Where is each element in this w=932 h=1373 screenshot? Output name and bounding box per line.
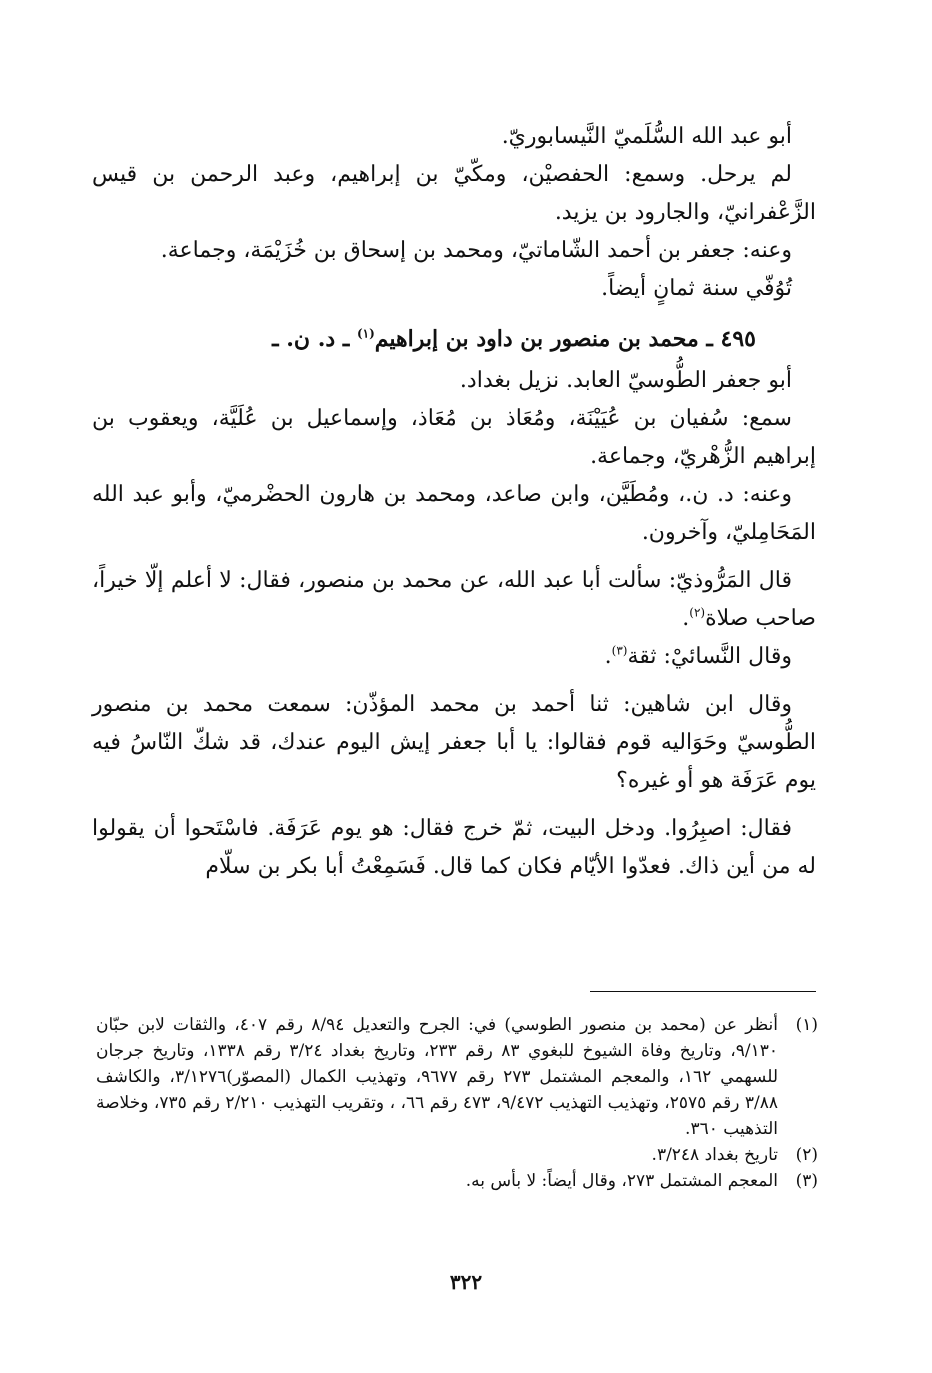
- footnote-text: المعجم المشتمل ٢٧٣، وقال أيضاً: لا بأس به.: [465, 1171, 778, 1191]
- marwazi-end: .: [682, 606, 690, 631]
- kunya-line: أبو جعفر الطُّوسيّ العابد. نزيل بغداد.: [459, 368, 792, 393]
- nisba-line: أبو عبد الله السُّلَميّ النَّيسابوريّ.: [501, 124, 792, 149]
- footnotes-section: [96, 1012, 818, 1194]
- footnote-1: [96, 1012, 818, 1142]
- footnote-ref-3: (٣): [611, 643, 628, 658]
- heard-paragraph: سمع: سُفيان بن عُيَيْنَة، ومُعَاذ بن مُعَاذ، وإسماعيل بن عُلَيَّة، ويعقوب بن إبراهيم الزُّهْريّ، وجماعة.: [92, 406, 816, 469]
- footnote-number: (٢): [795, 1145, 818, 1165]
- main-text-block: [92, 118, 816, 886]
- footnote-ref-1: (١): [356, 326, 375, 341]
- footnote-2: [96, 1142, 818, 1168]
- death-line: تُوُفّي سنة ثمانٍ أيضاً.: [601, 276, 792, 301]
- footnote-text: تاريخ بغداد ٣/٢٤٨.: [651, 1145, 778, 1165]
- footnote-ref-2: (٢): [689, 605, 706, 620]
- arafa-paragraph: فقال: اصبِرُوا. ودخل البيت، ثمّ خرج فقال: هو يوم عَرَفَة. فاسْتَحوا أن يقولوا له من أين ذاك. فعدّوا الأيّام فكان كما قال. فَسَمِعْتُ أبا بكر بن سلّام: [92, 816, 816, 879]
- marwazi-text: قال المَرُّوذيّ: سألت أبا عبد الله، عن محمد بن منصور، فقال: لا أعلم إلّا خيراً، صاحب صلاة: [92, 568, 816, 631]
- travel-paragraph: لم يرحل. وسمع: الحفصيْن، ومكّيّ بن إبراهيم، وعبد الرحمن بن قيس الزَّعْفرانيّ، والجارود بن يزيد.: [92, 162, 816, 225]
- footnote-3: [96, 1168, 818, 1194]
- footnote-text: أنظر عن (محمد بن منصور الطوسي) في: الجرح والتعديل ٨/٩٤ رقم ٤٠٧، والثقات لابن حبّان ٩/١٣٠، وتاريخ وفاة الشيوخ للبغوي ٨٣ رقم ٢٣٣، وتاريخ بغداد ٣/٢٤ رقم ١٣٣٨، وتاريخ جرجان للسهمي ١٦٢، والمعجم المشتمل ٢٧٣ رقم ٩٦٧٧، وتهذيب الكمال (المصوّر)٣/١٢٧٦، والكاشف ٣/٨٨ رقم ٢٥٧٥، وتهذيب التهذيب ٩/٤٧٢، ٤٧٣ رقم ٦٦، ، وتقريب التهذيب ٢/٢١٠ رقم ٧٣٥، وخلاصة التذهيب ٣٦٠.: [96, 1015, 779, 1139]
- shahin-paragraph: وقال ابن شاهين: ثنا أحمد بن محمد المؤذّن: سمعت محمد بن منصور الطُّوسيّ وحَوَاليه قوم فقالوا: يا أبا جعفر إيش اليوم عندك، قد شكّ النّاسُ فيه يوم عَرَفَة هو أو غيره؟: [92, 692, 816, 793]
- page-number: ٣٢٢: [449, 1270, 483, 1294]
- nasai-end: .: [604, 644, 612, 669]
- entry-title: ٤٩٥ ـ محمد بن منصور بن داود بن إبراهيم: [374, 326, 756, 352]
- nasai-text: وقال النَّسائيْ: ثقة: [627, 644, 792, 669]
- footnote-divider: [590, 991, 816, 992]
- footnote-number: (١): [795, 1015, 818, 1035]
- entry-symbols: ـ د. ن. ـ: [272, 326, 350, 352]
- footnote-number: (٣): [795, 1171, 818, 1191]
- marwazi-paragraph: [92, 562, 816, 638]
- nasai-line: [92, 638, 816, 676]
- narrators-paragraph: وعنه: د. ن.، ومُطَيَّن، وابن صاعد، ومحمد بن هارون الحضْرميّ، وأبو عبد الله المَحَامِليّ، وآخرون.: [92, 482, 816, 545]
- entry-heading: [92, 320, 816, 358]
- students-paragraph: وعنه: جعفر بن أحمد الشّاماتيّ، ومحمد بن إسحاق بن خُزَيْمَة، وجماعة.: [160, 238, 792, 263]
